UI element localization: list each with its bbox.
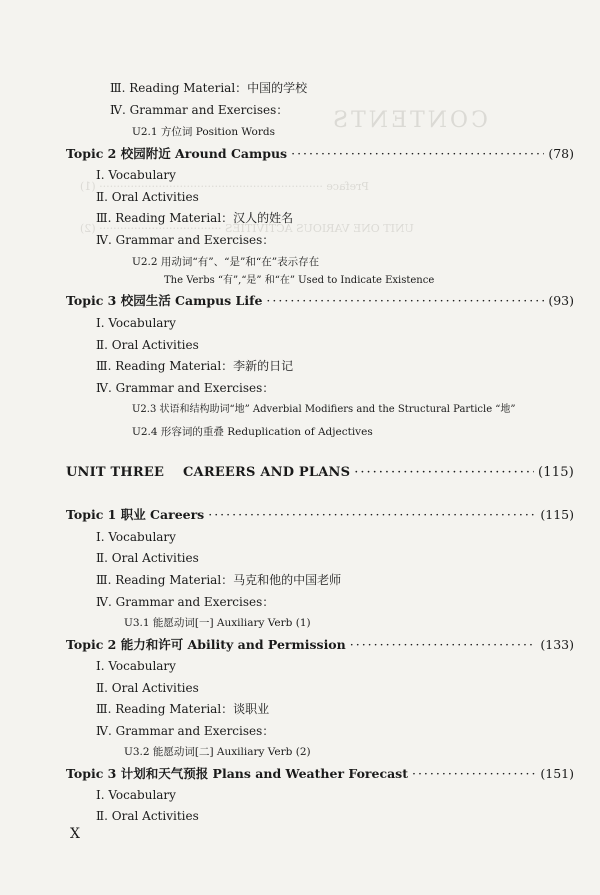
- page-number: (115): [540, 507, 574, 522]
- topic-label: Topic 1 职业 Careers: [66, 507, 205, 522]
- bleed-through-heading: CONTENTS: [330, 108, 488, 133]
- page-number: (78): [548, 146, 574, 161]
- topic-label: Topic 3 校园生活 Campus Life: [66, 293, 263, 308]
- toc-grammar-point: U3.1 能愿动词[一] Auxiliary Verb (1): [124, 617, 311, 629]
- page-number: (115): [538, 465, 574, 480]
- toc-vocabulary: Ⅰ. Vocabulary: [96, 659, 176, 673]
- topic-label: Topic 2 校园附近 Around Campus: [66, 146, 288, 161]
- toc-vocabulary: Ⅰ. Vocabulary: [96, 168, 176, 182]
- leader-dots: [266, 293, 544, 309]
- toc-vocabulary: Ⅰ. Vocabulary: [96, 316, 176, 330]
- leader-dots: [354, 465, 534, 481]
- toc-grammar-point: U3.2 能愿动词[二] Auxiliary Verb (2): [124, 746, 311, 758]
- leader-dots: [291, 146, 544, 162]
- topic-label: Topic 2 能力和许可 Ability and Permission: [66, 637, 346, 652]
- toc-vocabulary: Ⅰ. Vocabulary: [96, 788, 176, 802]
- toc-grammar-point-translation: The Verbs “有”,“是” 和“在” Used to Indicate Existence: [164, 275, 435, 286]
- toc-grammar-point: U2.2 用动词“有”、“是”和“在”表示存在: [132, 256, 320, 268]
- toc-topic-entry: [66, 766, 574, 782]
- toc-grammar-point: U2.3 状语和结构助词“地” Adverbial Modifiers and the Structural Particle “地”: [132, 404, 516, 415]
- toc-topic-entry: [66, 146, 574, 162]
- bleed-through-unit: UNIT ONE VARIOUS ACTIVITIES ··································· (2): [80, 222, 414, 235]
- page-number: (93): [548, 293, 574, 308]
- page-folio: X: [70, 826, 80, 842]
- toc-grammar-point: U2.4 形容词的重叠 Reduplication of Adjectives: [132, 426, 373, 438]
- toc-grammar: Ⅳ. Grammar and Exercises：: [110, 103, 289, 117]
- toc-oral-activities: Ⅱ. Oral Activities: [96, 809, 199, 823]
- toc-grammar: Ⅳ. Grammar and Exercises：: [96, 233, 275, 247]
- toc-oral-activities: Ⅱ. Oral Activities: [96, 551, 199, 565]
- toc-reading-material: Ⅲ. Reading Material：李新的日记: [96, 359, 294, 373]
- toc-reading-material: Ⅲ. Reading Material：汉人的姓名: [96, 211, 294, 225]
- toc-grammar-point: U2.1 方位词 Position Words: [132, 126, 275, 138]
- bleed-through-preface: Preface ································································ (1): [80, 180, 369, 193]
- toc-reading-material: Ⅲ. Reading Material：中国的学校: [110, 81, 308, 95]
- unit-label: UNIT THREE CAREERS AND PLANS: [66, 465, 351, 480]
- toc-grammar: Ⅳ. Grammar and Exercises：: [96, 595, 275, 609]
- toc-reading-material: Ⅲ. Reading Material：谈职业: [96, 702, 270, 716]
- leader-dots: [208, 507, 536, 523]
- toc-topic-entry: [66, 293, 574, 309]
- toc-oral-activities: Ⅱ. Oral Activities: [96, 681, 199, 695]
- toc-unit-entry: [66, 465, 574, 481]
- toc-vocabulary: Ⅰ. Vocabulary: [96, 530, 176, 544]
- toc-topic-entry: [66, 637, 574, 653]
- toc-grammar: Ⅳ. Grammar and Exercises：: [96, 381, 275, 395]
- toc-oral-activities: Ⅱ. Oral Activities: [96, 338, 199, 352]
- toc-reading-material: Ⅲ. Reading Material：马克和他的中国老师: [96, 573, 342, 587]
- toc-topic-entry: [66, 507, 574, 523]
- toc-oral-activities: Ⅱ. Oral Activities: [96, 190, 199, 204]
- leader-dots: [350, 637, 537, 653]
- toc-grammar: Ⅳ. Grammar and Exercises：: [96, 724, 275, 738]
- page-number: (133): [540, 637, 574, 652]
- topic-label: Topic 3 计划和天气预报 Plans and Weather Forecast: [66, 766, 408, 781]
- leader-dots: [412, 766, 536, 782]
- page-number: (151): [540, 766, 574, 781]
